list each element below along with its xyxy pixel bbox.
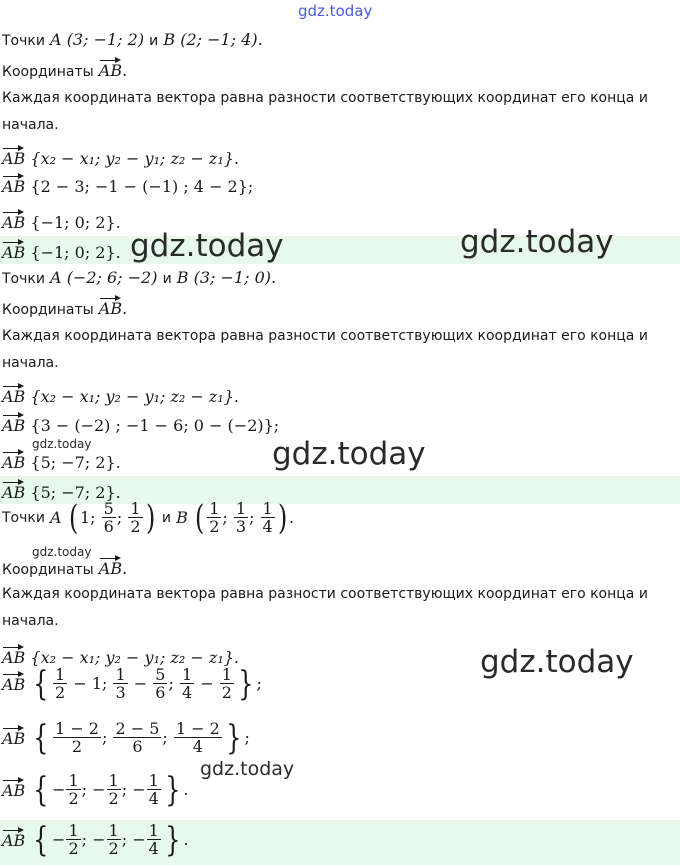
task1-coords-heading: Координаты AB. (2, 58, 127, 81)
watermark-7: gdz.today (200, 758, 295, 780)
vector-ab: AB (99, 58, 122, 81)
explanation-line-1: Каждая координата вектора равна разности соответствующих координат его конца и (2, 586, 648, 602)
result-text: {5; −7; 2}. (30, 453, 121, 472)
task1-answer (2, 240, 121, 263)
fraction-denominator: 2 (68, 839, 79, 858)
vector-ab: AB (2, 146, 25, 169)
fraction-denominator: 4 (262, 517, 273, 536)
fraction-numerator: 5 (103, 499, 114, 518)
watermark-2: gdz.today (460, 224, 614, 260)
term-text: − (200, 673, 214, 693)
step-text: {3 − (−2) ; −1 − 6; 0 − (−2)}; (30, 416, 280, 435)
label-points: Точки (2, 509, 45, 526)
watermark-3: gdz.today (32, 437, 92, 451)
watermark-1: gdz.today (130, 228, 284, 264)
step-text: {2 − 3; −1 − (−1) ; 4 − 2}; (30, 177, 254, 196)
answer-text: {5; −7; 2}. (30, 483, 121, 502)
label-and: и (161, 509, 171, 526)
fraction-numerator: 1 − 2 (175, 719, 220, 738)
task2-result (2, 450, 121, 473)
explanation-line-2: начала. (2, 613, 59, 629)
fraction-numerator: 1 (108, 821, 119, 840)
vector-ab: AB (2, 726, 25, 749)
term-text: − 1; (73, 673, 108, 693)
vector-ab: AB (2, 480, 25, 503)
label-coords: Координаты (2, 562, 94, 578)
fraction-numerator: 1 (148, 771, 159, 790)
fraction-numerator: 1 (181, 665, 193, 684)
result-text: {−1; 0; 2}. (30, 213, 121, 232)
fraction-denominator: 6 (132, 737, 143, 756)
vector-ab: AB (2, 384, 25, 407)
fraction-denominator: 4 (148, 789, 159, 808)
fraction-numerator: 5 (155, 665, 166, 684)
vector-ab: AB (2, 174, 25, 197)
point-a-x: 1; (79, 507, 96, 527)
vector-ab: AB (99, 296, 122, 319)
formula-text: {x₂ − x₁; y₂ − y₁; z₂ − z₁}. (30, 149, 240, 168)
task3-coords-heading: Координаты AB. (2, 556, 127, 579)
fraction-denominator: 2 (209, 517, 220, 536)
vector-ab: AB (2, 672, 25, 695)
task3-answer: AB { − $\frac{1}{2}$ ; − $\frac{1}{2}$ ; − $\frac{1}{4}$ } . (2, 819, 189, 860)
label-coords: Координаты (2, 64, 94, 80)
task2-formula (2, 384, 239, 407)
fraction-numerator: 2 − 5 (115, 719, 160, 738)
task1-points (2, 30, 263, 50)
task1-result (2, 210, 121, 233)
vector-ab: AB (2, 413, 25, 436)
vector-ab: AB (2, 450, 25, 473)
task2-step (2, 413, 279, 436)
vector-ab: AB (2, 778, 25, 801)
fraction-denominator: 2 (221, 683, 232, 702)
fraction-numerator: 1 (108, 771, 119, 790)
label-and: и (149, 33, 159, 49)
task3-step2: AB { $\frac{1 - 2}{2}$ ; $\frac{2 - 5}{6}$ ; $\frac{1 - 2}{4}$ } ; (2, 717, 250, 758)
term-text: − (133, 673, 148, 693)
task3-step1: AB { $\frac{1}{2}$ − 1; $\frac{1}{3}$ − $\frac{5}{6}$ ; $\frac{1}{4}$ − $\frac{1}{2}$ } ; (2, 663, 262, 704)
point-a: A (3; −1; 2) (50, 30, 145, 49)
label-and: и (162, 271, 172, 287)
fraction-denominator: 6 (103, 517, 114, 536)
fraction-denominator: 2 (108, 839, 119, 858)
fraction-denominator: 4 (192, 737, 203, 756)
fraction-denominator: 4 (181, 683, 193, 702)
answer-text: {−1; 0; 2}. (30, 243, 121, 262)
fraction-denominator: 3 (115, 683, 126, 702)
fraction-numerator: 1 (148, 821, 159, 840)
watermark-5: gdz.today (32, 545, 92, 559)
fraction-numerator: 1 (130, 499, 141, 518)
fraction-denominator: 2 (71, 737, 83, 756)
fraction-numerator: 1 (221, 665, 232, 684)
point-b-letter: B (176, 507, 188, 527)
fraction-denominator: 4 (148, 839, 159, 858)
point-b: B (3; −1; 0). (176, 268, 277, 287)
fraction-denominator: 2 (55, 683, 66, 702)
point-a: A (−2; 6; −2) (50, 268, 158, 287)
task1-formula (2, 146, 239, 169)
task2-coords-heading: Координаты AB. (2, 296, 127, 319)
point-a-letter: A (50, 507, 62, 527)
point-b: B (2; −1; 4). (163, 30, 263, 49)
formula-text: {x₂ − x₁; y₂ − y₁; z₂ − z₁}. (30, 648, 240, 667)
fraction-denominator: 2 (130, 517, 141, 536)
fraction-numerator: 1 − 2 (55, 719, 99, 738)
fraction-denominator: 2 (68, 789, 79, 808)
label-points: Точки (2, 33, 45, 49)
formula-text: {x₂ − x₁; y₂ − y₁; z₂ − z₁}. (30, 387, 240, 406)
vector-ab: AB (99, 556, 122, 579)
fraction-numerator: 1 (262, 499, 273, 518)
task2-points (2, 268, 276, 288)
explanation-line-2: начала. (2, 117, 59, 133)
task1-step (2, 174, 253, 197)
vector-ab: AB (2, 645, 25, 668)
fraction-numerator: 1 (209, 499, 220, 518)
vector-ab: AB (2, 240, 25, 263)
task3-result: AB { − $\frac{1}{2}$ ; − $\frac{1}{2}$ ; − $\frac{1}{4}$ } . (2, 769, 189, 810)
task3-points: Точки A ( 1; $\frac{5}{6}$ ; $\frac{1}{2}$ ) и B ( $\frac{1}{2}$ ; $\frac{1}{3}$ ; $\frac{1}{4}$ ) . (2, 497, 295, 538)
fraction-numerator: 1 (68, 821, 79, 840)
label-points: Точки (2, 271, 45, 287)
explanation-line-1: Каждая координата вектора равна разности соответствующих координат его конца и (2, 328, 648, 344)
fraction-numerator: 1 (115, 665, 126, 684)
vector-ab: AB (2, 210, 25, 233)
watermark-6: gdz.today (480, 644, 634, 680)
fraction-numerator: 1 (55, 665, 66, 684)
fraction-numerator: 1 (68, 771, 79, 790)
fraction-denominator: 3 (235, 517, 247, 536)
vector-ab: AB (2, 828, 25, 851)
watermark-4: gdz.today (272, 436, 426, 472)
explanation-line-2: начала. (2, 355, 59, 371)
fraction-denominator: 2 (108, 789, 119, 808)
watermark-top: gdz.today (298, 2, 373, 20)
fraction-numerator: 1 (235, 499, 247, 518)
fraction-denominator: 6 (155, 683, 166, 702)
explanation-line-1: Каждая координата вектора равна разности соответствующих координат его конца и (2, 90, 648, 106)
label-coords: Координаты (2, 302, 94, 318)
